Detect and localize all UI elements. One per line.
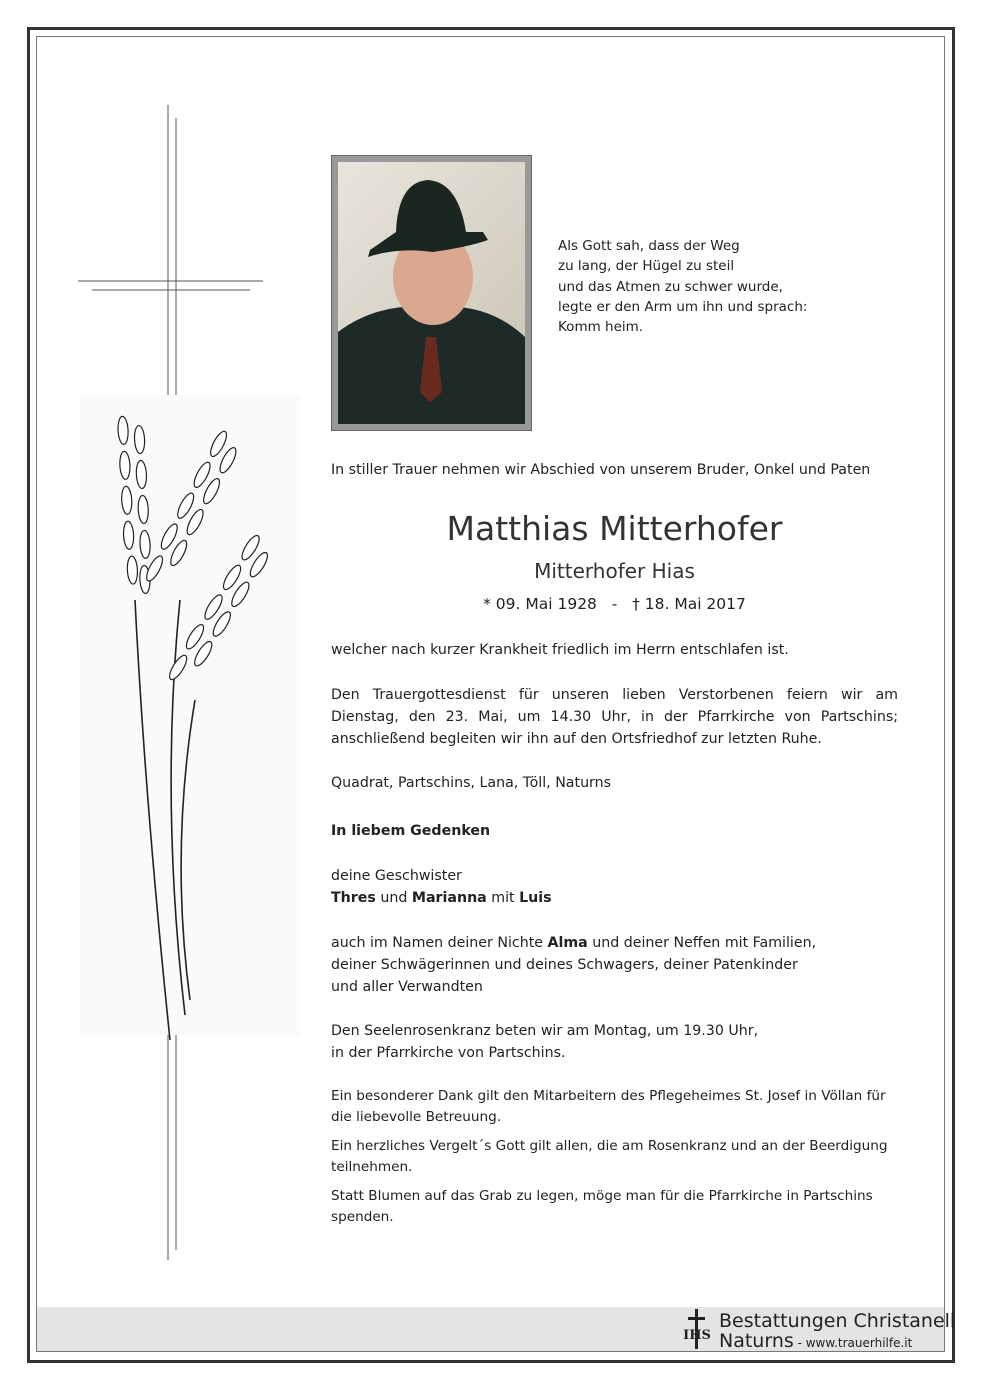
sibling-name: Luis xyxy=(519,890,552,906)
conjunction: mit xyxy=(486,890,520,906)
funeral-home-name: Bestattungen Christanell xyxy=(719,1310,956,1332)
funeral-home-town: Naturns xyxy=(719,1330,794,1352)
life-dates: * 09. Mai 1928 - † 18. Mai 2017 xyxy=(483,595,746,613)
memory-heading: In liebem Gedenken xyxy=(331,823,491,839)
places-text: Quadrat, Partschins, Lana, Töll, Naturns xyxy=(331,775,612,791)
family-line: und deiner Neffen mit Familien, xyxy=(587,935,817,951)
funeral-home-location xyxy=(719,1330,912,1352)
intro-text: In stiller Trauer nehmen wir Abschied von unserem Bruder, Onkel und Paten xyxy=(331,462,871,478)
thanks-text: Statt Blumen auf das Grab zu legen, möge man für die Pfarrkirche in Partschins spenden. xyxy=(331,1188,873,1225)
svg-text:IHS: IHS xyxy=(683,1328,711,1343)
niece-name: Alma xyxy=(547,935,588,951)
deceased-alias: Mitterhofer Hias xyxy=(534,559,695,583)
rosary-line: in der Pfarrkirche von Partschins. xyxy=(331,1045,566,1061)
passing-text: welcher nach kurzer Krankheit friedlich im Herrn entschlafen ist. xyxy=(331,642,789,658)
thanks-text: Ein herzliches Vergelt´s Gott gilt allen, die am Rosenkranz und an der Beerdigung teilnehmen. xyxy=(331,1138,888,1175)
siblings-names xyxy=(331,887,898,909)
quote-line: legte er den Arm um ihn und sprach: xyxy=(558,298,808,315)
portrait-figure xyxy=(338,162,525,424)
quote-line: zu lang, der Hügel zu steil xyxy=(558,258,735,275)
portrait-photo xyxy=(331,155,532,431)
rosary-text xyxy=(331,1020,898,1064)
quote-line: Als Gott sah, dass der Weg xyxy=(558,238,740,254)
quote-line: und das Atmen zu schwer wurde, xyxy=(558,278,783,295)
memorial-quote xyxy=(558,236,807,337)
thanks-text: Ein besonderer Dank gilt den Mitarbeitern des Pflegeheimes St. Josef in Völlan für die liebevolle Betreuung. xyxy=(331,1088,886,1125)
conjunction: und xyxy=(375,890,412,906)
sibling-name: Thres xyxy=(331,890,376,906)
family-line: und aller Verwandten xyxy=(331,979,483,995)
family-line: auch im Namen deiner Nichte xyxy=(331,935,548,951)
sibling-name: Marianna xyxy=(411,890,487,906)
quote-line: Komm heim. xyxy=(558,319,644,336)
family-text xyxy=(331,932,898,998)
deceased-name: Matthias Mitterhofer xyxy=(446,509,783,548)
family-line: deiner Schwägerinnen und deines Schwagers, deiner Patenkinder xyxy=(331,957,798,973)
funeral-service-text: Den Trauergottesdienst für unseren lieben Verstorbenen feiern wir am Dienstag, den 23. Mai, um 14.30 Uhr, in der Pfarrkirche von Partschins; anschließend begleiten wir ihn auf den Ortsfriedhof zur letzten Ruhe. xyxy=(331,687,898,747)
rosary-line: Den Seelenrosenkranz beten wir am Montag, um 19.30 Uhr, xyxy=(331,1023,759,1039)
funeral-home-website[interactable]: - www.trauerhilfe.it xyxy=(793,1336,913,1350)
funeral-home-logo-icon xyxy=(680,1309,714,1349)
siblings-label: deine Geschwister xyxy=(331,868,462,884)
